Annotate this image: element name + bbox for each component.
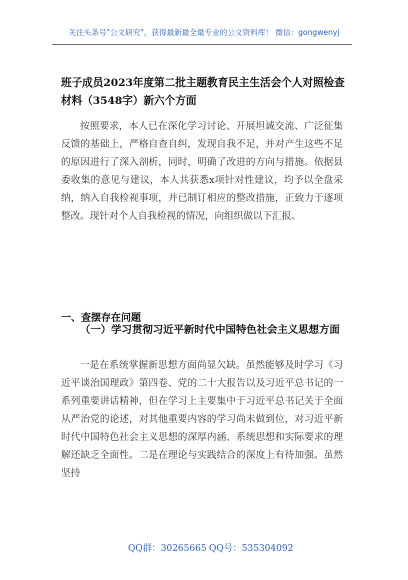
footer-qq-number: QQ号：535304092	[209, 544, 294, 554]
section-heading: 一、查摆存在问题	[61, 313, 141, 324]
intro-paragraph: 按照要求，本人已在深化学习讨论、开展坦诚交流、广泛征集反馈的基础上，严格自查自纠，发现自我不足，并对产生这些不足的原因进行了深入剖析，同时，明确了改进的方向与措施。依据县委收集的意见与建议，本人共获悉x项针对性建议，均予以全盘采纳，纳入自我检视事项，并已制订相应的整改措施，正致力于逐项整改。现针对个人自我检视的情况，向组织做以下汇报。	[61, 121, 343, 222]
header-divider	[52, 44, 352, 45]
footer-qq-group: QQ群：30265665	[128, 544, 207, 554]
document-title: 班子成员2023年度第二批主题教育民主生活会个人对照检查材料（3548字）新六个方面	[61, 77, 345, 107]
subsection-heading: （一）学习贯彻习近平新时代中国特色社会主义思想方面	[80, 324, 340, 336]
body-paragraph: 一是在系统掌握新思想方面尚显欠缺。虽然能够及时学习《习近平谈治国理政》第四卷、党的二十大报告以及习近平总书记的一系列重要讲话精神，但在学习上主要集中于习近平总书记关于全面从严治党的论述，对其他重要内容的学习尚未做到位，对习近平新时代中国特色社会主义思想的深厚内涵、系统思想和实际要求的理解还缺乏全面性。二是在理论与实践结合的深度上有待加强。虽然坚持	[61, 360, 343, 479]
header-promo-note: 关注头条号"公文研究"，获得最新最全最专业的公文资料库！ 微信：gongwenyj	[68, 28, 340, 37]
